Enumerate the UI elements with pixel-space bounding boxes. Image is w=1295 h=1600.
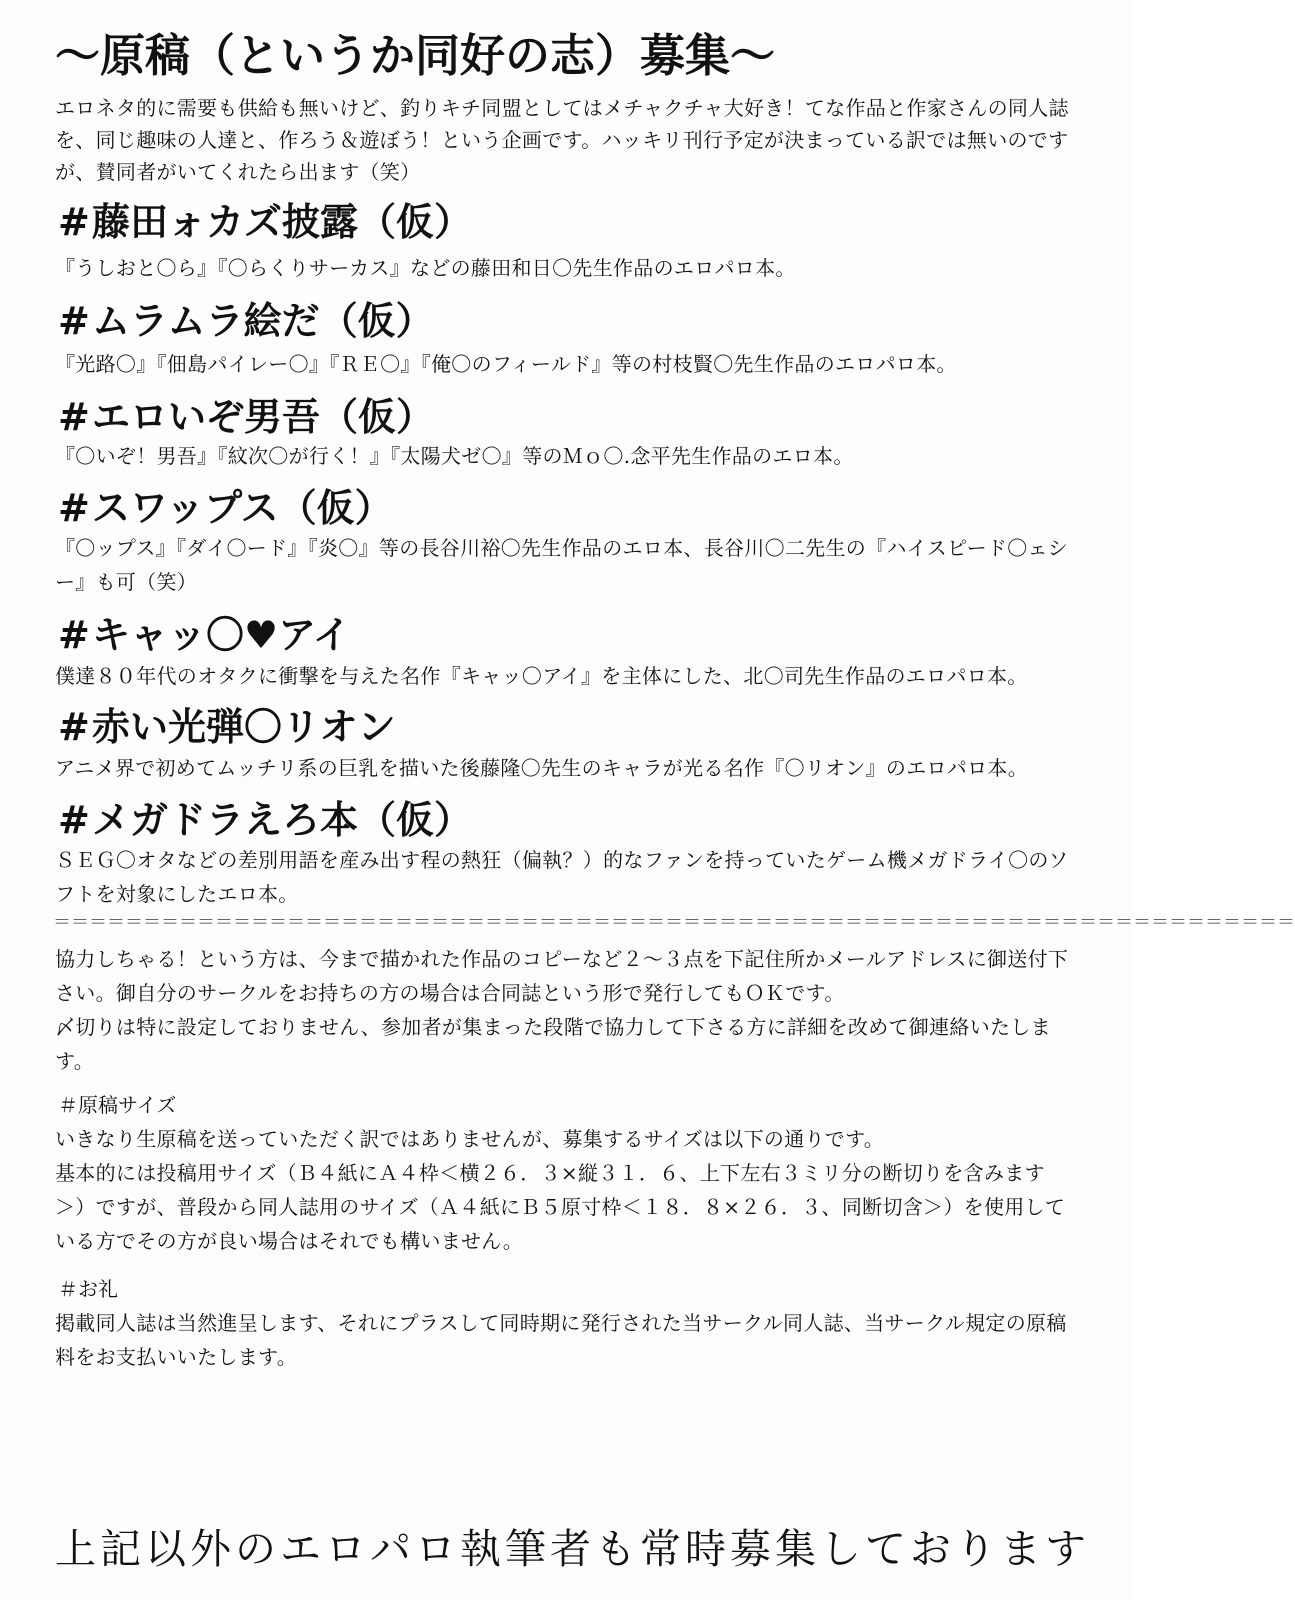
hash-mark: #: [58, 613, 90, 657]
thanks-heading: ＃お礼: [58, 1277, 118, 1301]
section-title: ムラムラ絵だ（仮）: [92, 299, 434, 343]
size-line-2: 基本的には投稿用サイズ（Ｂ４紙にＡ４枠＜横２６．３×縦３１．６、上下左右３ミリ分の断切りを含みます＞）ですが、普段から同人誌用のサイズ（Ａ４紙にＢ５原寸枠＜１８．８×２６．３、同断切含＞）を使用している方でその方が良い場合はそれでも構いません。: [55, 1161, 1066, 1253]
section-heading: [58, 796, 1058, 844]
section-title: 赤い光弾〇リオン: [92, 705, 396, 749]
hash-mark: #: [58, 798, 90, 842]
section-description: 『〇ップス』『ダイ〇ード』『炎〇』等の長谷川裕〇先生作品のエロ本、長谷川〇二先生の『ハイスピード〇ェシー』も可（笑）: [55, 536, 1069, 594]
page-title: 〜原稿（というか同好の志）募集〜: [55, 29, 776, 82]
hash-mark: #: [58, 486, 90, 530]
footer-text: 上記以外のエロパロ執筆者も常時募集しております: [55, 1525, 1090, 1573]
intro-paragraph: エロネタ的に需要も供給も無いけど、釣りキチ同盟としてはメチャクチャ大好き！てな作品と作家さんの同人誌を、同じ趣味の人達と、作ろう＆遊ぼう！という企画です。ハッキリ刊行予定が決まっている訳では無いのですが、賛同者がいてくれたら出ます（笑）: [55, 96, 1069, 184]
section-title: スワップス（仮）: [92, 486, 393, 530]
thanks-body: 掲載同人誌は当然進呈します、それにプラスして同時期に発行された当サークル同人誌、当サークル規定の原稿料をお支払いいたします。: [55, 1311, 1067, 1369]
section-title: メガドラえろ本（仮）: [92, 798, 473, 842]
section-heading: [58, 611, 1058, 659]
hash-mark: #: [58, 299, 90, 343]
section-title: エロいぞ男吾（仮）: [92, 395, 435, 439]
section-description: 僕達８０年代のオタクに衝撃を与えた名作『キャッ〇アイ』を主体にした、北〇司先生作品のエロパロ本。: [55, 664, 1028, 688]
section-description: 『〇いぞ！男吾』『紋次〇が行く！』『太陽犬ゼ〇』等のＭｏ〇.念平先生作品のエロ本。: [55, 444, 854, 468]
section-heading: [58, 703, 1058, 751]
section-description: アニメ界で初めてムッチリ系の巨乳を描いた後藤隆〇先生のキャラが光る名作『〇リオン』のエロパロ本。: [55, 756, 1028, 780]
cooperate-paragraph: 協力しちゃる！という方は、今まで描かれた作品のコピーなど２〜３点を下記住所かメールアドレスに御送付下さい。御自分のサークルをお持ちの方の場合は合同誌という形で発行してもＯＫです。: [55, 947, 1069, 1005]
section-heading: [58, 198, 1058, 246]
hash-mark: #: [58, 395, 90, 439]
divider: ＝＝＝＝＝＝＝＝＝＝＝＝＝＝＝＝＝＝＝＝＝＝＝＝＝＝＝＝＝＝＝＝＝＝＝＝＝＝＝＝＝＝＝＝＝＝＝＝＝＝＝＝＝＝＝＝＝＝＝＝＝＝＝＝＝＝＝＝＝: [53, 912, 1295, 933]
section-title: キャッ〇♥アイ: [92, 613, 351, 657]
section-heading: [58, 297, 1058, 345]
section-title: 藤田ォカズ披露（仮）: [92, 200, 473, 244]
size-heading: ＃原稿サイズ: [58, 1093, 177, 1117]
section-description: ＳＥＧ〇オタなどの差別用語を産み出す程の熱狂（偏執？）的なファンを持っていたゲーム機メガドライ〇のソフトを対象にしたエロ本。: [55, 848, 1069, 906]
hash-mark: #: [58, 705, 90, 749]
size-line-1: いきなり生原稿を送っていただく訳ではありませんが、募集するサイズは以下の通りです。: [55, 1127, 885, 1151]
section-heading: [58, 393, 1058, 441]
section-description: 『うしおと〇ら』『〇らくりサーカス』などの藤田和日〇先生作品のエロパロ本。: [55, 256, 796, 280]
section-description: 『光路〇』『佃島パイレー〇』『ＲＥ〇』『俺〇のフィールド』等の村枝賢〇先生作品のエロパロ本。: [55, 352, 957, 376]
deadline-paragraph: 〆切りは特に設定しておりません、参加者が集まった段階で協力して下さる方に詳細を改めて御連絡いたします。: [55, 1015, 1051, 1073]
hash-mark: #: [58, 200, 90, 244]
section-heading: [58, 484, 1058, 532]
